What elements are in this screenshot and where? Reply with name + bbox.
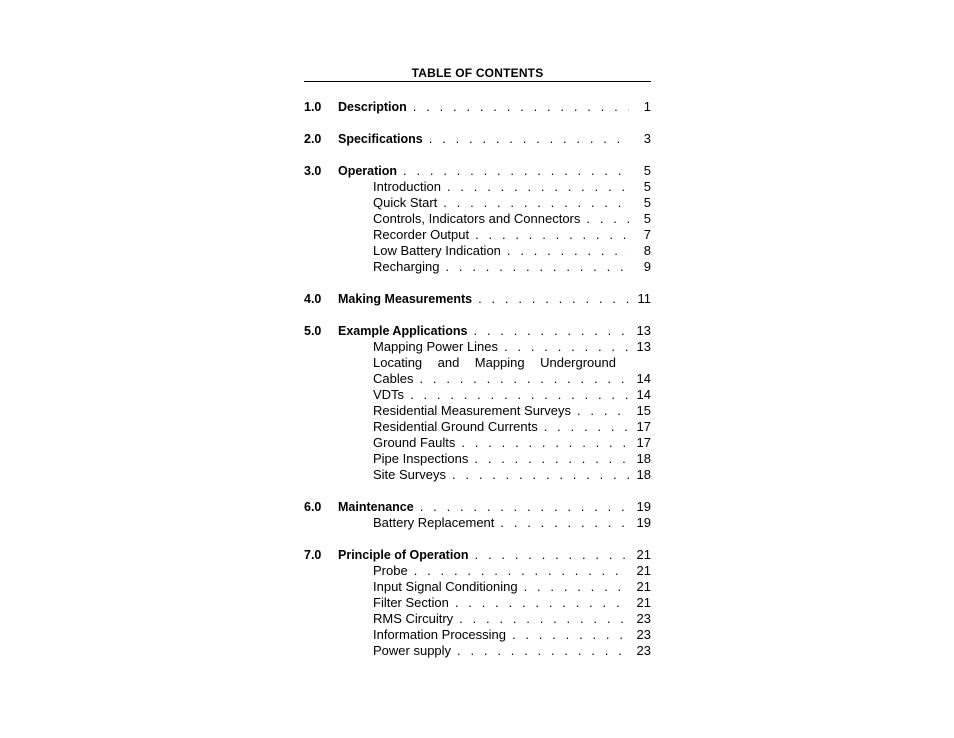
subsection-label: Input Signal Conditioning bbox=[373, 579, 518, 594]
toc-subsection-row[interactable] bbox=[304, 563, 651, 579]
section-page-number: 11 bbox=[637, 291, 651, 306]
toc-subsection-row[interactable] bbox=[304, 419, 651, 435]
section-page-number: 1 bbox=[643, 99, 651, 114]
toc-spacer bbox=[304, 115, 651, 131]
subsection-label: RMS Circuitry bbox=[373, 611, 454, 626]
toc-spacer bbox=[304, 531, 651, 547]
dot-leader bbox=[500, 515, 629, 531]
dot-leader bbox=[586, 211, 629, 227]
toc-subsection-row[interactable] bbox=[304, 595, 651, 611]
section-entry[interactable] bbox=[338, 291, 651, 307]
toc-subsection-row[interactable] bbox=[304, 259, 651, 275]
section-page-number: 19 bbox=[636, 499, 651, 514]
subsection-entry[interactable] bbox=[373, 595, 651, 611]
dot-leader bbox=[420, 499, 629, 515]
subsection-label: Introduction bbox=[373, 179, 441, 194]
subsection-label: Mapping Power Lines bbox=[373, 339, 499, 354]
subsection-label: Ground Faults bbox=[373, 435, 456, 450]
toc-subsection-row[interactable] bbox=[304, 435, 651, 451]
section-label: Operation bbox=[338, 164, 398, 178]
subsection-label-word: Locating bbox=[373, 355, 423, 370]
subsection-entry[interactable] bbox=[373, 435, 651, 451]
subsection-entry[interactable] bbox=[373, 515, 651, 531]
toc-section-row[interactable] bbox=[304, 547, 651, 563]
toc-section-row[interactable] bbox=[304, 499, 651, 515]
toc-list bbox=[304, 99, 651, 659]
subsection-page-number: 21 bbox=[636, 595, 651, 610]
dot-leader bbox=[474, 451, 629, 467]
subsection-label: Recorder Output bbox=[373, 227, 470, 242]
toc-subsection-row[interactable] bbox=[304, 515, 651, 531]
subsection-label: Quick Start bbox=[373, 195, 438, 210]
subsection-page-number: 8 bbox=[643, 243, 651, 258]
dot-leader bbox=[410, 387, 629, 403]
subsection-page-number: 5 bbox=[643, 195, 651, 210]
dot-leader bbox=[507, 243, 629, 259]
subsection-page-number: 19 bbox=[636, 515, 651, 530]
subsection-page-number: 18 bbox=[636, 467, 651, 482]
subsection-entry[interactable] bbox=[373, 579, 651, 595]
dot-leader bbox=[443, 195, 629, 211]
subsection-label-line bbox=[373, 355, 616, 371]
dot-leader bbox=[414, 563, 629, 579]
toc-spacer bbox=[304, 483, 651, 499]
subsection-page-number: 23 bbox=[636, 643, 651, 658]
dot-leader bbox=[512, 627, 629, 643]
toc-subsection-row[interactable] bbox=[304, 339, 651, 355]
dot-leader bbox=[452, 467, 629, 483]
subsection-entry[interactable] bbox=[373, 211, 651, 227]
dot-leader bbox=[544, 419, 629, 435]
subsection-entry[interactable] bbox=[373, 451, 651, 467]
subsection-entry[interactable] bbox=[373, 259, 651, 275]
toc-page bbox=[304, 66, 651, 659]
subsection-page-number: 5 bbox=[643, 211, 651, 226]
subsection-entry[interactable] bbox=[373, 179, 651, 195]
subsection-label: Probe bbox=[373, 563, 408, 578]
subsection-entry[interactable] bbox=[373, 627, 651, 643]
subsection-label: VDTs bbox=[373, 387, 405, 402]
subsection-entry[interactable] bbox=[373, 227, 651, 243]
subsection-page-number: 18 bbox=[636, 451, 651, 466]
section-label: Example Applications bbox=[338, 324, 468, 338]
dot-leader bbox=[457, 643, 629, 659]
subsection-page-number: 13 bbox=[636, 339, 651, 354]
toc-section-row[interactable] bbox=[304, 163, 651, 179]
dot-leader bbox=[419, 371, 629, 387]
dot-leader bbox=[461, 435, 629, 451]
subsection-page-number: 7 bbox=[643, 227, 651, 242]
section-number: 6.0 bbox=[304, 500, 322, 514]
subsection-entry[interactable] bbox=[373, 371, 651, 387]
dot-leader bbox=[524, 579, 629, 595]
subsection-entry[interactable] bbox=[373, 467, 651, 483]
section-page-number: 5 bbox=[643, 163, 651, 178]
dot-leader bbox=[446, 259, 630, 275]
toc-subsection-row[interactable] bbox=[304, 227, 651, 243]
dot-leader bbox=[475, 547, 629, 563]
subsection-entry[interactable] bbox=[373, 339, 651, 355]
section-number: 1.0 bbox=[304, 100, 322, 114]
dot-leader bbox=[475, 227, 629, 243]
toc-subsection-row[interactable] bbox=[304, 243, 651, 259]
subsection-label: Power supply bbox=[373, 643, 452, 658]
toc-subsection-row[interactable] bbox=[304, 211, 651, 227]
subsection-label: Controls, Indicators and Connectors bbox=[373, 211, 581, 226]
toc-section-row[interactable] bbox=[304, 291, 651, 307]
section-page-number: 21 bbox=[636, 547, 651, 562]
subsection-entry[interactable] bbox=[373, 387, 651, 403]
toc-subsection-row[interactable] bbox=[304, 403, 651, 419]
subsection-label: Recharging bbox=[373, 259, 440, 274]
subsection-entry[interactable] bbox=[373, 563, 651, 579]
toc-subsection-row[interactable] bbox=[304, 371, 651, 387]
subsection-label-word: Mapping bbox=[474, 355, 525, 370]
subsection-entry[interactable] bbox=[373, 643, 651, 659]
section-label: Specifications bbox=[338, 132, 423, 146]
dot-leader bbox=[455, 595, 629, 611]
subsection-page-number: 17 bbox=[636, 435, 651, 450]
section-entry[interactable] bbox=[338, 131, 651, 147]
toc-section-row[interactable] bbox=[304, 131, 651, 147]
subsection-page-number: 14 bbox=[636, 387, 651, 402]
section-label: Principle of Operation bbox=[338, 548, 469, 562]
toc-subsection-row[interactable] bbox=[304, 611, 651, 627]
dot-leader bbox=[459, 611, 629, 627]
subsection-page-number: 5 bbox=[643, 179, 651, 194]
toc-title: TABLE OF CONTENTS bbox=[304, 66, 651, 82]
subsection-page-number: 21 bbox=[636, 563, 651, 578]
toc-subsection-row[interactable] bbox=[304, 579, 651, 595]
dot-leader bbox=[504, 339, 629, 355]
subsection-label-word: Underground bbox=[540, 355, 616, 370]
toc-spacer bbox=[304, 147, 651, 163]
subsection-entry[interactable] bbox=[373, 403, 651, 419]
subsection-page-number: 17 bbox=[636, 419, 651, 434]
subsection-page-number: 14 bbox=[636, 371, 651, 386]
dot-leader bbox=[478, 291, 629, 307]
subsection-page-number: 9 bbox=[643, 259, 651, 274]
section-number: 5.0 bbox=[304, 324, 322, 338]
section-page-number: 3 bbox=[643, 131, 651, 146]
subsection-page-number: 23 bbox=[636, 627, 651, 642]
subsection-label: Pipe Inspections bbox=[373, 451, 469, 466]
subsection-label: Filter Section bbox=[373, 595, 449, 610]
section-entry[interactable] bbox=[338, 499, 651, 515]
toc-subsection-row[interactable] bbox=[304, 627, 651, 643]
toc-subsection-row[interactable] bbox=[304, 195, 651, 211]
subsection-entry[interactable] bbox=[373, 243, 651, 259]
subsection-label: Residential Measurement Surveys bbox=[373, 403, 571, 418]
section-label: Maintenance bbox=[338, 500, 414, 514]
dot-leader bbox=[403, 163, 629, 179]
dot-leader bbox=[473, 323, 629, 339]
section-number: 7.0 bbox=[304, 548, 322, 562]
toc-subsection-row[interactable] bbox=[304, 643, 651, 659]
subsection-label: Information Processing bbox=[373, 627, 506, 642]
section-number: 4.0 bbox=[304, 292, 322, 306]
subsection-entry[interactable] bbox=[373, 195, 651, 211]
dot-leader bbox=[447, 179, 629, 195]
subsection-page-number: 21 bbox=[636, 579, 651, 594]
section-entry[interactable] bbox=[338, 99, 651, 115]
subsection-label: Site Surveys bbox=[373, 467, 446, 482]
subsection-page-number: 15 bbox=[636, 403, 651, 418]
toc-section-row[interactable] bbox=[304, 323, 651, 339]
section-number: 3.0 bbox=[304, 164, 322, 178]
toc-subsection-row[interactable] bbox=[304, 387, 651, 403]
toc-subsection-row[interactable] bbox=[304, 355, 651, 371]
toc-spacer bbox=[304, 307, 651, 323]
dot-leader bbox=[577, 403, 629, 419]
section-page-number: 13 bbox=[636, 323, 651, 338]
subsection-entry[interactable] bbox=[373, 611, 651, 627]
section-entry[interactable] bbox=[338, 163, 651, 179]
subsection-entry[interactable] bbox=[373, 419, 651, 435]
section-entry[interactable] bbox=[338, 547, 651, 563]
toc-section-row[interactable] bbox=[304, 99, 651, 115]
subsection-label: Cables bbox=[373, 371, 414, 386]
section-label: Description bbox=[338, 100, 407, 114]
subsection-label-word: and bbox=[437, 355, 460, 370]
toc-subsection-row[interactable] bbox=[304, 179, 651, 195]
toc-subsection-row[interactable] bbox=[304, 467, 651, 483]
dot-leader bbox=[429, 131, 629, 147]
toc-subsection-row[interactable] bbox=[304, 451, 651, 467]
dot-leader bbox=[413, 99, 629, 115]
subsection-label: Battery Replacement bbox=[373, 515, 495, 530]
section-number: 2.0 bbox=[304, 132, 322, 146]
section-label: Making Measurements bbox=[338, 292, 473, 306]
section-entry[interactable] bbox=[338, 323, 651, 339]
subsection-label: Residential Ground Currents bbox=[373, 419, 538, 434]
toc-spacer bbox=[304, 275, 651, 291]
subsection-label: Low Battery Indication bbox=[373, 243, 501, 258]
subsection-page-number: 23 bbox=[636, 611, 651, 626]
